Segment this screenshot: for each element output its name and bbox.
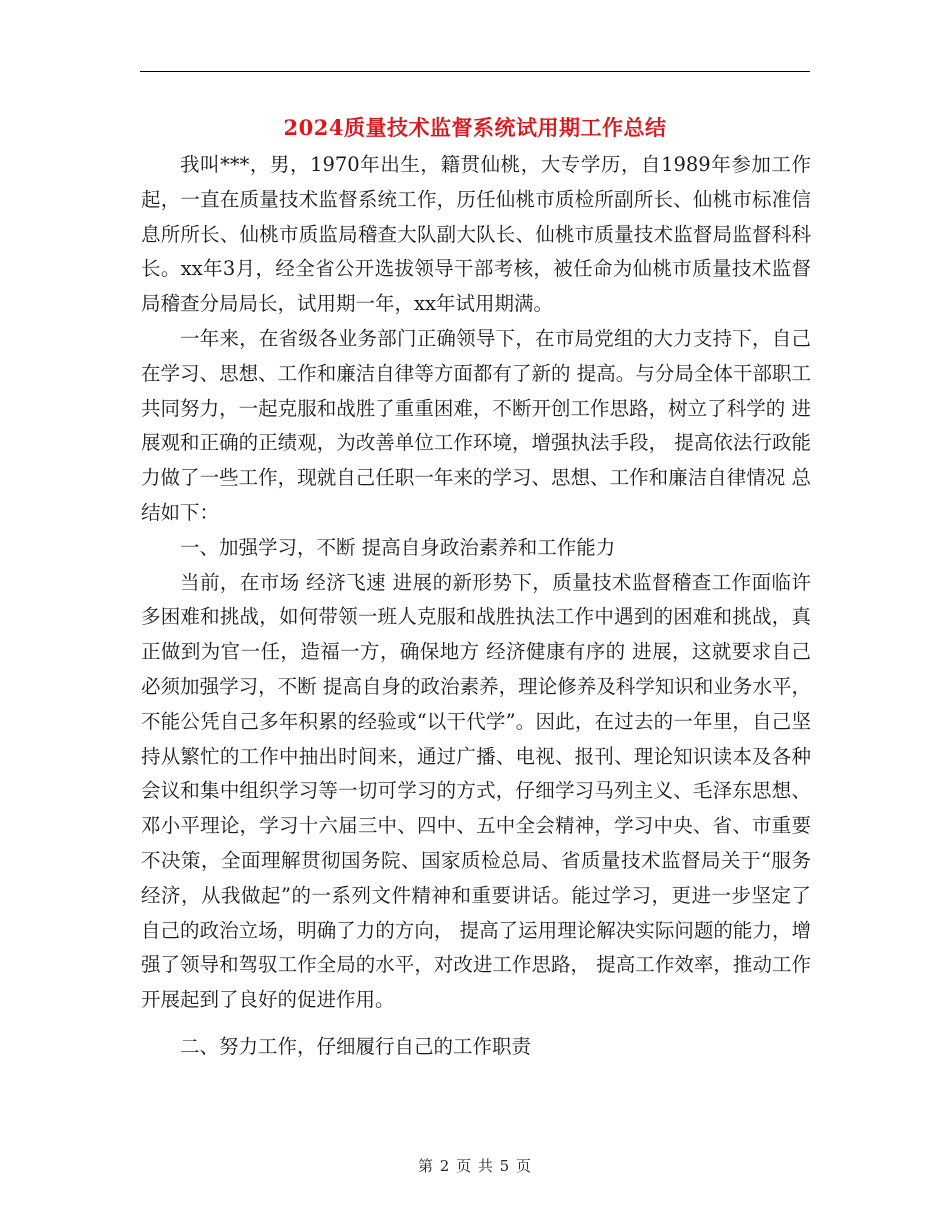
header-rule (140, 71, 810, 72)
section-heading-work: 二、努力工作，仔细履行自己的工作职责 (180, 1034, 532, 1058)
page-number: 第 2 页 共 5 页 (418, 1157, 532, 1175)
document-title: 2024质量技术监督系统试用期工作总结 (283, 115, 667, 140)
intro-paragraph: 我叫***，男，1970年出生，籍贯仙桃，大专学历，自1989年参加工作起，一直在质量技术监督系统工作，历任仙桃市质检所副所长、仙桃市标准信息所所长、仙桃市质监局稽查大队副大队长、仙桃市质量技术监督局监督科科长。xx年3月，经全省公开选拔领导干部考核，被任命为仙桃市质量技术监督局稽查分局局长，试用期一年，xx年试用期满。 (141, 153, 811, 316)
document-body (141, 148, 811, 1065)
summary-paragraph: 一年来，在省级各业务部门正确领导下，在市局党组的大力支持下，自己在学习、思想、工作和廉洁自律等方面都有了新的 提高。与分局全体干部职工共同努力，一起克服和战胜了重重困难，不断开创工作思路，树立了科学的 进展观和正确的正绩观，为改善单位工作环境，增强执法手段， 提高依法行政能力做了一些工作，现就自己任职一年来的学习、思想、工作和廉洁自律情况 总结如下： (141, 326, 811, 524)
section-heading-study: 一、加强学习，不断 提高自身政治素养和工作能力 (180, 535, 616, 559)
study-paragraph: 当前，在市场 经济飞速 进展的新形势下，质量技术监督稽查工作面临许多困难和挑战，如何带领一班人克服和战胜执法工作中遇到的困难和挑战，真正做到为官一任，造福一方，确保地方 经济健康有序的 进展，这就要求自己必须加强学习，不断 提高自身的政治素养，理论修养及科学知识和业务水平，不能公凭自己多年积累的经验或“以干代学”。因此，在过去的一年里，自己坚持从繁忙的工作中抽出时间来，通过广播、电视、报刊、理论知识读本及各种会议和集中组织学习等一切可学习的方式，仔细学习马列主义、毛泽东思想、邓小平理论，学习十六届三中、四中、五中全会精神，学习中央、省、市重要不决策，全面理解贯彻国务院、国家质检总局、省质量技术监督局关于“服务 经济，从我做起”的一系列文件精神和重要讲话。能过学习，更进一步坚定了自己的政治立场，明确了力的方向， 提高了运用理论解决实际问题的能力，增强了领导和驾驭工作全局的水平，对改进工作思路， 提高工作效率，推动工作开展起到了良好的促进作用。 (141, 570, 811, 1012)
